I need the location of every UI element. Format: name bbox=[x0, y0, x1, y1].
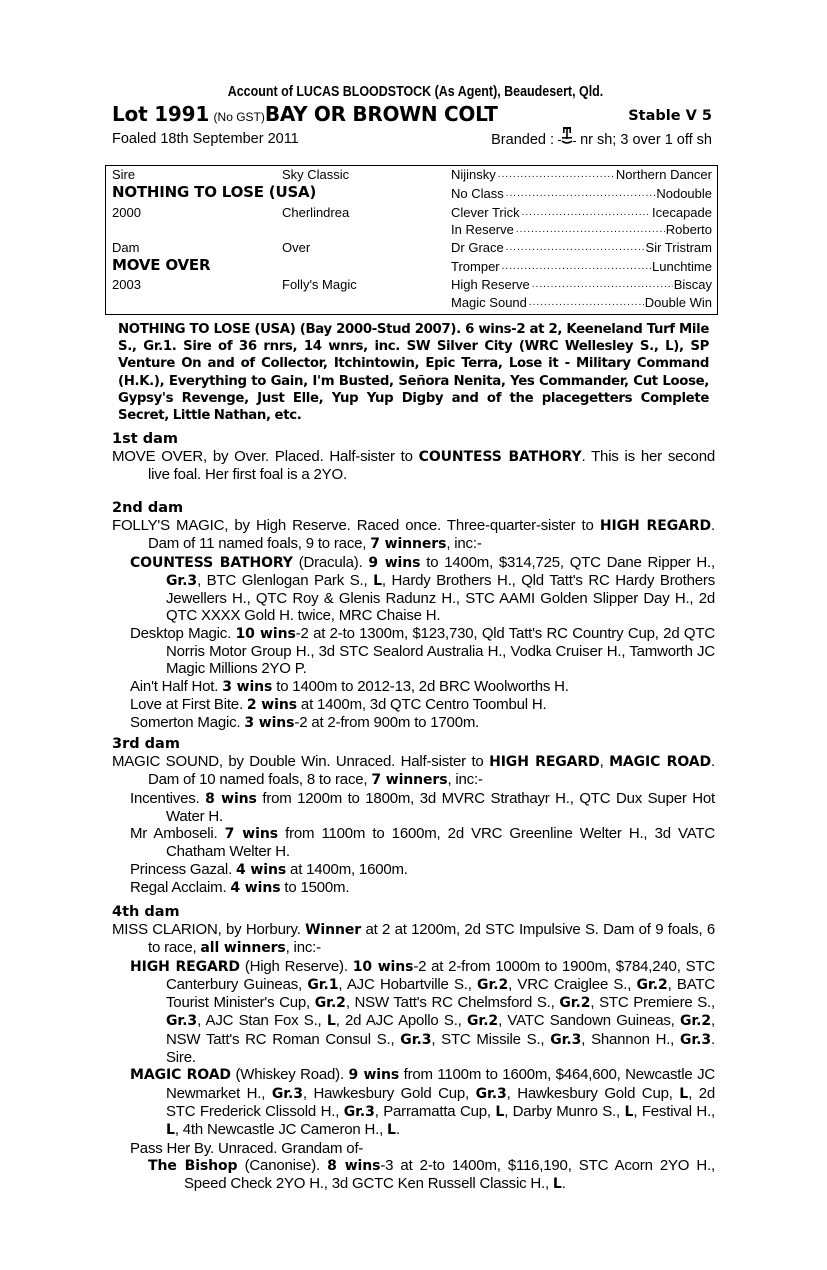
progeny-entry: Ain't Half Hot. 3 wins to 1400m to 2012-13, 2d BRC Woolworths H. bbox=[130, 677, 569, 695]
sire-year: 2000 bbox=[112, 205, 141, 220]
grand-progeny-entry: The Bishop (Canonise). 8 wins-3 at 2-to 1400m, $116,190, STC Acorn 2YO H., Speed Check 2YO H., 3d GCTC Ken Russell Classic H., L. bbox=[148, 1156, 715, 1193]
brand-mark-icon bbox=[558, 127, 576, 147]
progeny-entry: Princess Gazal. 4 wins at 1400m, 1600m. bbox=[130, 860, 408, 878]
branding bbox=[491, 127, 712, 152]
horse-description: BAY OR BROWN COLT bbox=[264, 102, 498, 126]
progeny-entry: Desktop Magic. 10 wins-2 at 2-to 1300m, $123,730, Qld Tatt's RC Country Cup, 2d QTC Norris Motor Group H., 3d STC Sealord Australia H., Vodka Cruiser H., Tamworth JC Magic Millions 2YO P. bbox=[130, 624, 715, 678]
dam-dam: Folly's Magic bbox=[282, 277, 357, 292]
branded-text: nr sh; 3 over 1 off sh bbox=[576, 132, 712, 148]
progeny-entry: COUNTESS BATHORY (Dracula). 9 wins to 1400m, $314,725, QTC Dane Ripper H., Gr.3, BTC Glenlogan Park S., L, Hardy Brothers H., Qld Tatt's RC Hardy Brothers Jewellers H., QTC Roy & Glenis Radunz H., STC AAMI Golden Slipper Day H., 2d QTC XXXX Gold H. twice, MRC Chaise H. bbox=[130, 553, 715, 625]
first-dam-text: MOVE OVER, by Over. Placed. Half-sister to COUNTESS BATHORY. This is her second live foal. Her first foal is a 2YO. bbox=[112, 448, 715, 484]
section-heading: 1st dam bbox=[112, 431, 178, 447]
foaled-date: Foaled 18th September 2011 bbox=[112, 131, 299, 147]
gst-note: (No GST) bbox=[213, 110, 265, 124]
grandparent-row: Dr Grace ..... Sir Tristram bbox=[451, 239, 712, 257]
section-heading: 3rd dam bbox=[112, 736, 180, 752]
progeny-entry: Regal Acclaim. 4 wins to 1500m. bbox=[130, 879, 350, 897]
progeny-entry: MAGIC ROAD (Whiskey Road). 9 wins from 1100m to 1600m, $464,600, Newcastle JC Newmarket H., Gr.3, Hawkesbury Gold Cup, Gr.3, Hawkesbury Gold Cup, L, 2d STC Frederick Clissold H., Gr.3, Parramatta Cup, L, Darby Munro S., L, Festival H., L, 4th Newcastle JC Cameron H., L. bbox=[130, 1066, 715, 1139]
dam-label: Dam bbox=[112, 240, 140, 255]
progeny-entry: Incentives. 8 wins from 1200m to 1800m, 3d MVRC Strathayr H., QTC Dux Super Hot Water H. bbox=[130, 789, 715, 825]
progeny-entry: Somerton Magic. 3 wins-2 at 2-from 900m to 1700m. bbox=[130, 714, 480, 732]
vendor-account: Account of LUCAS BLOODSTOCK (As Agent), Beaudesert, Qld. bbox=[227, 84, 604, 100]
dam-name: MOVE OVER bbox=[112, 256, 211, 274]
lot-line bbox=[112, 102, 715, 126]
sire-sire: Sky Classic bbox=[282, 167, 350, 182]
first-dam-section bbox=[112, 431, 715, 484]
grandparent-row: High Reserve ..... Biscay bbox=[451, 276, 712, 294]
progeny-entry: Mr Amboseli. 7 wins from 1100m to 1600m, 2d VRC Greenline Welter H., 3d VATC Chatham Welter H. bbox=[130, 825, 715, 861]
branded-label: Branded : bbox=[491, 132, 559, 148]
progeny-entry: HIGH REGARD (High Reserve). 10 wins-2 at 2-from 1000m to 1900m, $784,240, STC Canterbury Guineas, Gr.1, AJC Hobartville S., Gr.2, VRC Craiglee S., Gr.2, BATC Tourist Minister's Cup, Gr.2, NSW Tatt's RC Chelmsford S., Gr.2, STC Premiere S., Gr.3, AJC Stan Fox S., L, 2d AJC Apollo S., Gr.2, VATC Sandown Guineas, Gr.2, NSW Tatt's RC Roman Consul S., Gr.3, STC Missile S., Gr.3, Shannon H., Gr.3. Sire. bbox=[130, 957, 715, 1067]
sire-name: NOTHING TO LOSE (USA) bbox=[112, 183, 317, 201]
sire-summary: NOTHING TO LOSE (USA) (Bay 2000-Stud 2007). 6 wins-2 at 2, Keeneland Turf Mile S., Gr.1. Sire of 36 rnrs, 14 wnrs, inc. SW Silver City (WRC Wellesley S., L), SP Venture On and of Collector, Itchintowin, Epic Terra, Lose it - Military Command (H.K.), Everything to Gain, I'm Busted, Señora Nenita, Yes Commander, Cut Loose, Gypsy's Revenge, Just Elle, Yup Yup Digby and of the placegetters Complete Secret, Little Nathan, etc. bbox=[118, 322, 709, 424]
second-dam-intro: FOLLY'S MAGIC, by High Reserve. Raced once. Three-quarter-sister to HIGH REGARD. Dam of 11 named foals, 9 to race, 7 winners, inc:- bbox=[112, 517, 715, 553]
grandparent-row: No Class ..... Nodouble bbox=[451, 185, 712, 203]
fourth-dam-intro: MISS CLARION, by Horbury. Winner at 2 at 1200m, 2d STC Impulsive S. Dam of 9 foals, 6 to race, all winners, inc:- bbox=[112, 921, 715, 957]
section-heading: 2nd dam bbox=[112, 500, 184, 516]
dam-year: 2003 bbox=[112, 277, 141, 292]
pedigree-table bbox=[105, 165, 718, 315]
grandparent-row: Magic Sound ..... Double Win bbox=[451, 294, 712, 312]
third-dam-intro: MAGIC SOUND, by Double Win. Unraced. Half-sister to HIGH REGARD, MAGIC ROAD. Dam of 10 named foals, 8 to race, 7 winners, inc:- bbox=[112, 753, 715, 789]
grandparent-row: Nijinsky ..... Northern Dancer bbox=[451, 166, 712, 184]
sire-label: Sire bbox=[112, 167, 136, 182]
third-dam-section bbox=[112, 736, 715, 897]
progeny-entry: Love at First Bite. 2 wins at 1400m, 3d QTC Centro Toombul H. bbox=[130, 695, 547, 713]
grandparent-row: Tromper ..... Lunchtime bbox=[451, 258, 712, 276]
section-heading: 4th dam bbox=[112, 904, 180, 920]
sire-dam: Cherlindrea bbox=[282, 205, 350, 220]
stable-number: Stable V 5 bbox=[628, 108, 712, 124]
fourth-dam-section bbox=[112, 904, 715, 1193]
catalogue-page bbox=[112, 82, 715, 1193]
progeny-entry: Pass Her By. Unraced. Grandam of- bbox=[130, 1139, 364, 1157]
foaled-line bbox=[112, 127, 715, 151]
grandparent-row: Clever Trick ..... Icecapade bbox=[451, 204, 712, 222]
second-dam-section bbox=[112, 500, 715, 733]
grandparent-row: In Reserve ..... Roberto bbox=[451, 221, 712, 239]
lot-number: Lot 1991 bbox=[112, 102, 210, 126]
dam-sire: Over bbox=[282, 240, 311, 255]
